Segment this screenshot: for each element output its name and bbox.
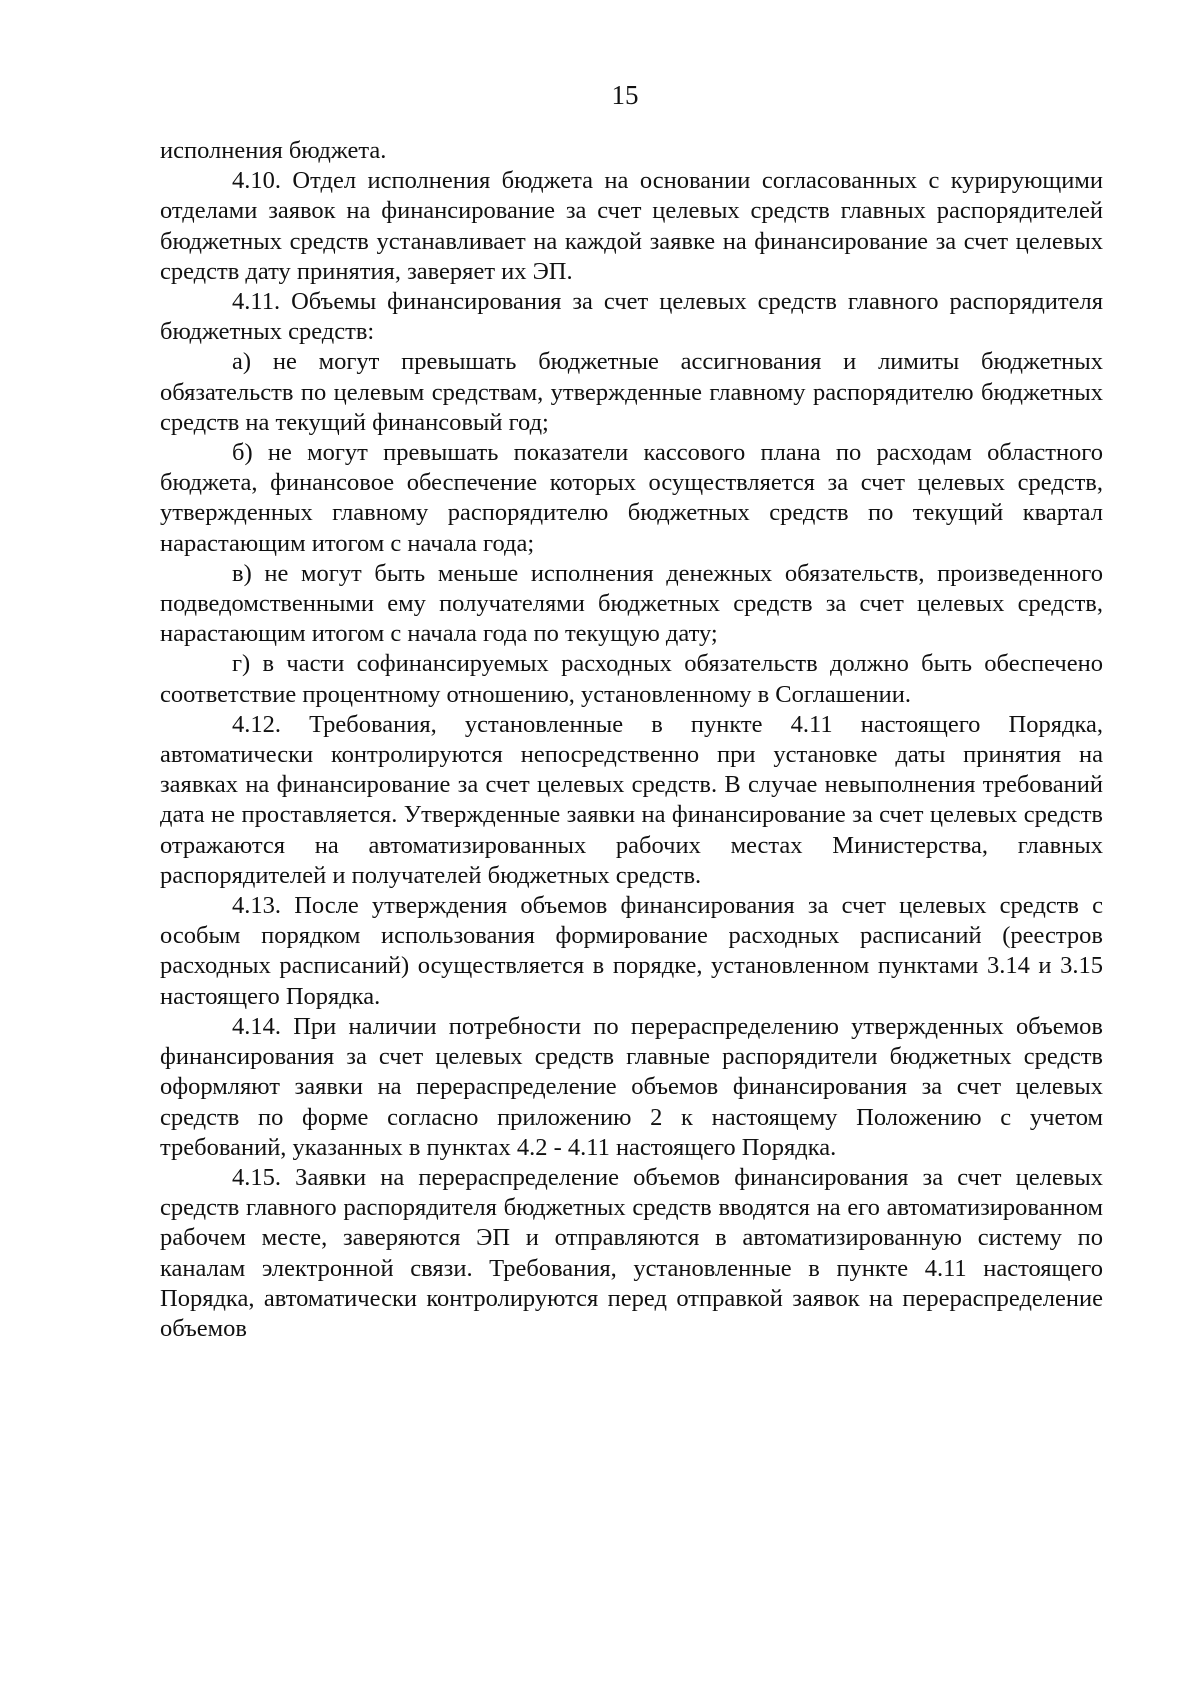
paragraph-4-11-v: в) не могут быть меньше исполнения денежных обязательств, произведенного подведомственными ему получателями бюджетных средств за счет целевых средств, нарастающим итогом с начала года по текущую дату; (160, 559, 1103, 648)
paragraph-4-14: 4.14. При наличии потребности по перераспределению утвержденных объемов финансирования за счет целевых средств главные распорядители бюджетных средств оформляют заявки на перераспределение объемов финансирования за счет целевых средств по форме согласно приложению 2 к настоящему Положению с учетом требований, указанных в пунктах 4.2 - 4.11 настоящего Порядка. (160, 1012, 1103, 1161)
page-number: 15 (611, 80, 639, 110)
paragraph-4-11: 4.11. Объемы финансирования за счет целевых средств главного распорядителя бюджетных средств: (160, 288, 1103, 346)
paragraph-4-11-g: г) в части софинансируемых расходных обязательств должно быть обеспечено соответствие процентному отношению, установленному в Соглашении. (160, 650, 1103, 708)
paragraph-continuation: исполнения бюджета. (160, 137, 387, 164)
paragraph-4-10: 4.10. Отдел исполнения бюджета на основании согласованных с курирующими отделами заявок на финансирование за счет целевых средств главных распорядителей бюджетных средств устанавливает на каждой заявке на финансирование за счет целевых средств дату принятия, заверяет их ЭП. (160, 167, 1103, 285)
document-body (160, 136, 1103, 1344)
paragraph-4-15: 4.15. Заявки на перераспределение объемов финансирования за счет целевых средств главного распорядителя бюджетных средств вводятся на его автоматизированном рабочем месте, заверяются ЭП и отправляются в автоматизированную систему по каналам электронной связи. Требования, установленные в пункте 4.11 настоящего Порядка, автоматически контролируются перед отправкой заявок на перераспределение объемов (160, 1163, 1103, 1342)
paragraph-4-13: 4.13. После утверждения объемов финансирования за счет целевых средств с особым порядком использования формирование расходных расписаний (реестров расходных расписаний) осуществляется в порядке, установленном пунктами 3.14 и 3.15 настоящего Порядка. (160, 892, 1103, 1010)
paragraph-4-11-a: а) не могут превышать бюджетные ассигнования и лимиты бюджетных обязательств по целевым средствам, утвержденные главному распорядителю бюджетных средств на текущий финансовый год; (160, 348, 1103, 436)
paragraph-4-11-b: б) не могут превышать показатели кассового плана по расходам областного бюджета, финансовое обеспечение которых осуществляется за счет целевых средств, утвержденных главному распорядителю бюджетных средств по текущий квартал нарастающим итогом с начала года; (160, 439, 1103, 557)
paragraph-4-12: 4.12. Требования, установленные в пункте 4.11 настоящего Порядка, автоматически контролируются непосредственно при установке даты принятия на заявках на финансирование за счет целевых средств. В случае невыполнения требований дата не проставляется. Утвержденные заявки на финансирование за счет целевых средств отражаются на автоматизированных рабочих местах Министерства, главных распорядителей и получателей бюджетных средств. (160, 710, 1103, 889)
